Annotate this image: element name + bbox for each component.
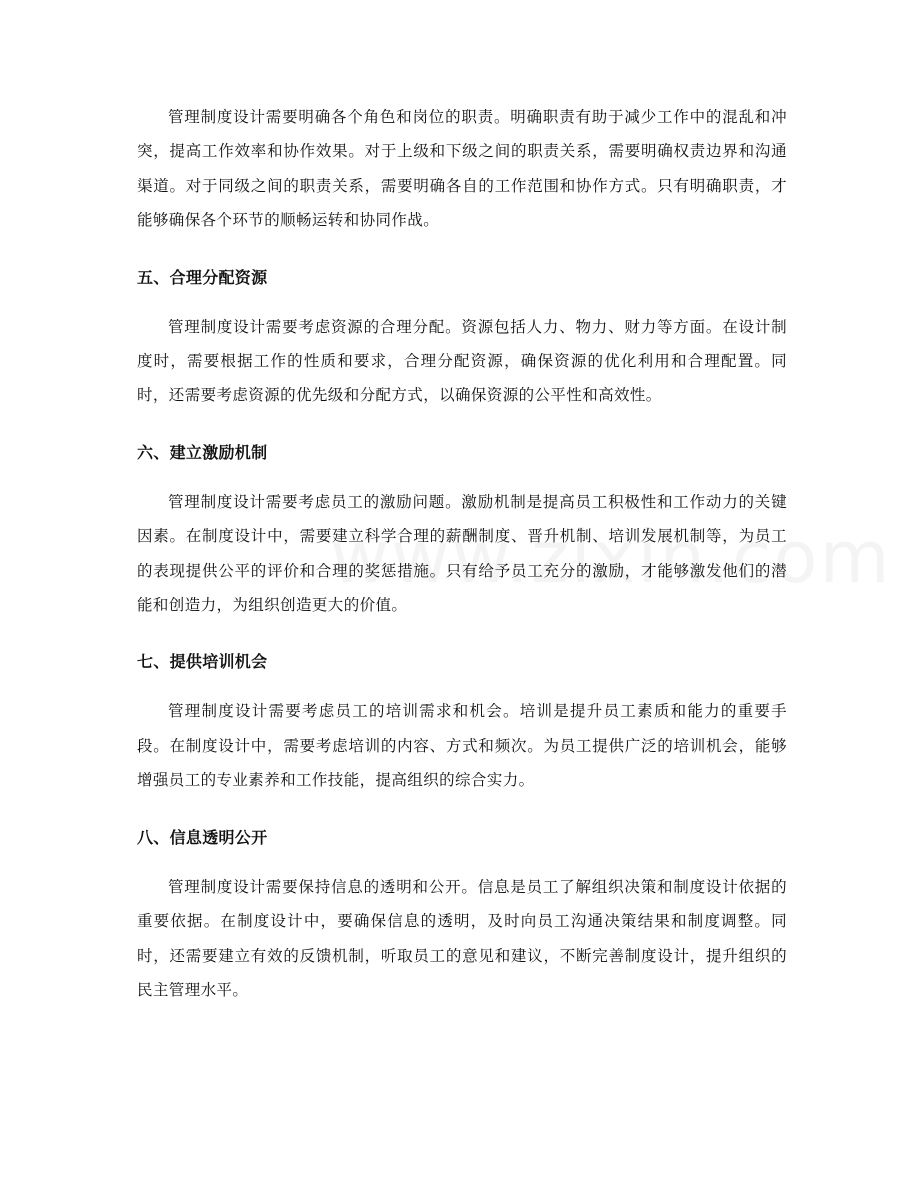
section-paragraph: 管理制度设计需要保持信息的透明和公开。信息是员工了解组织决策和制度设计依据的重要依据。在制度设计中，要确保信息的透明，及时向员工沟通决策结果和制度调整。同时，还需要建立有效的反馈机制，听取员工的意见和建议，不断完善制度设计，提升组织的民主管理水平。 xyxy=(137,877,787,999)
section-paragraph: 管理制度设计需要考虑资源的合理分配。资源包括人力、物力、财力等方面。在设计制度时，需要根据工作的性质和要求，合理分配资源，确保资源的优化利用和合理配置。同时，还需要考虑资源的优先级和分配方式，以确保资源的公平性和高效性。 xyxy=(137,317,787,405)
section-heading: 七、提供培训机会 xyxy=(137,652,268,672)
section-heading: 五、合理分配资源 xyxy=(137,267,268,287)
section-heading: 八、信息透明公开 xyxy=(137,827,268,847)
intro-paragraph: 管理制度设计需要明确各个角色和岗位的职责。明确职责有助于减少工作中的混乱和冲突，提高工作效率和协作效果。对于上级和下级之间的职责关系，需要明确权责边界和沟通渠道。对于同级之间的职责关系，需要明确各自的工作范围和协作方式。只有明确职责，才能够确保各个环节的顺畅运转和协同作战。 xyxy=(137,108,787,230)
section-paragraph: 管理制度设计需要考虑员工的培训需求和机会。培训是提升员工素质和能力的重要手段。在制度设计中，需要考虑培训的内容、方式和频次。为员工提供广泛的培训机会，能够增强员工的专业素养和工作技能，提高组织的综合实力。 xyxy=(137,702,787,790)
section-heading: 六、建立激励机制 xyxy=(137,442,268,462)
section-paragraph: 管理制度设计需要考虑员工的激励问题。激励机制是提高员工积极性和工作动力的关键因素。在制度设计中，需要建立科学合理的薪酬制度、晋升机制、培训发展机制等，为员工的表现提供公平的评价和合理的奖惩措施。只有给予员工充分的激励，才能够激发他们的潜能和创造力，为组织创造更大的价值。 xyxy=(137,492,787,615)
document-body xyxy=(137,100,787,1007)
